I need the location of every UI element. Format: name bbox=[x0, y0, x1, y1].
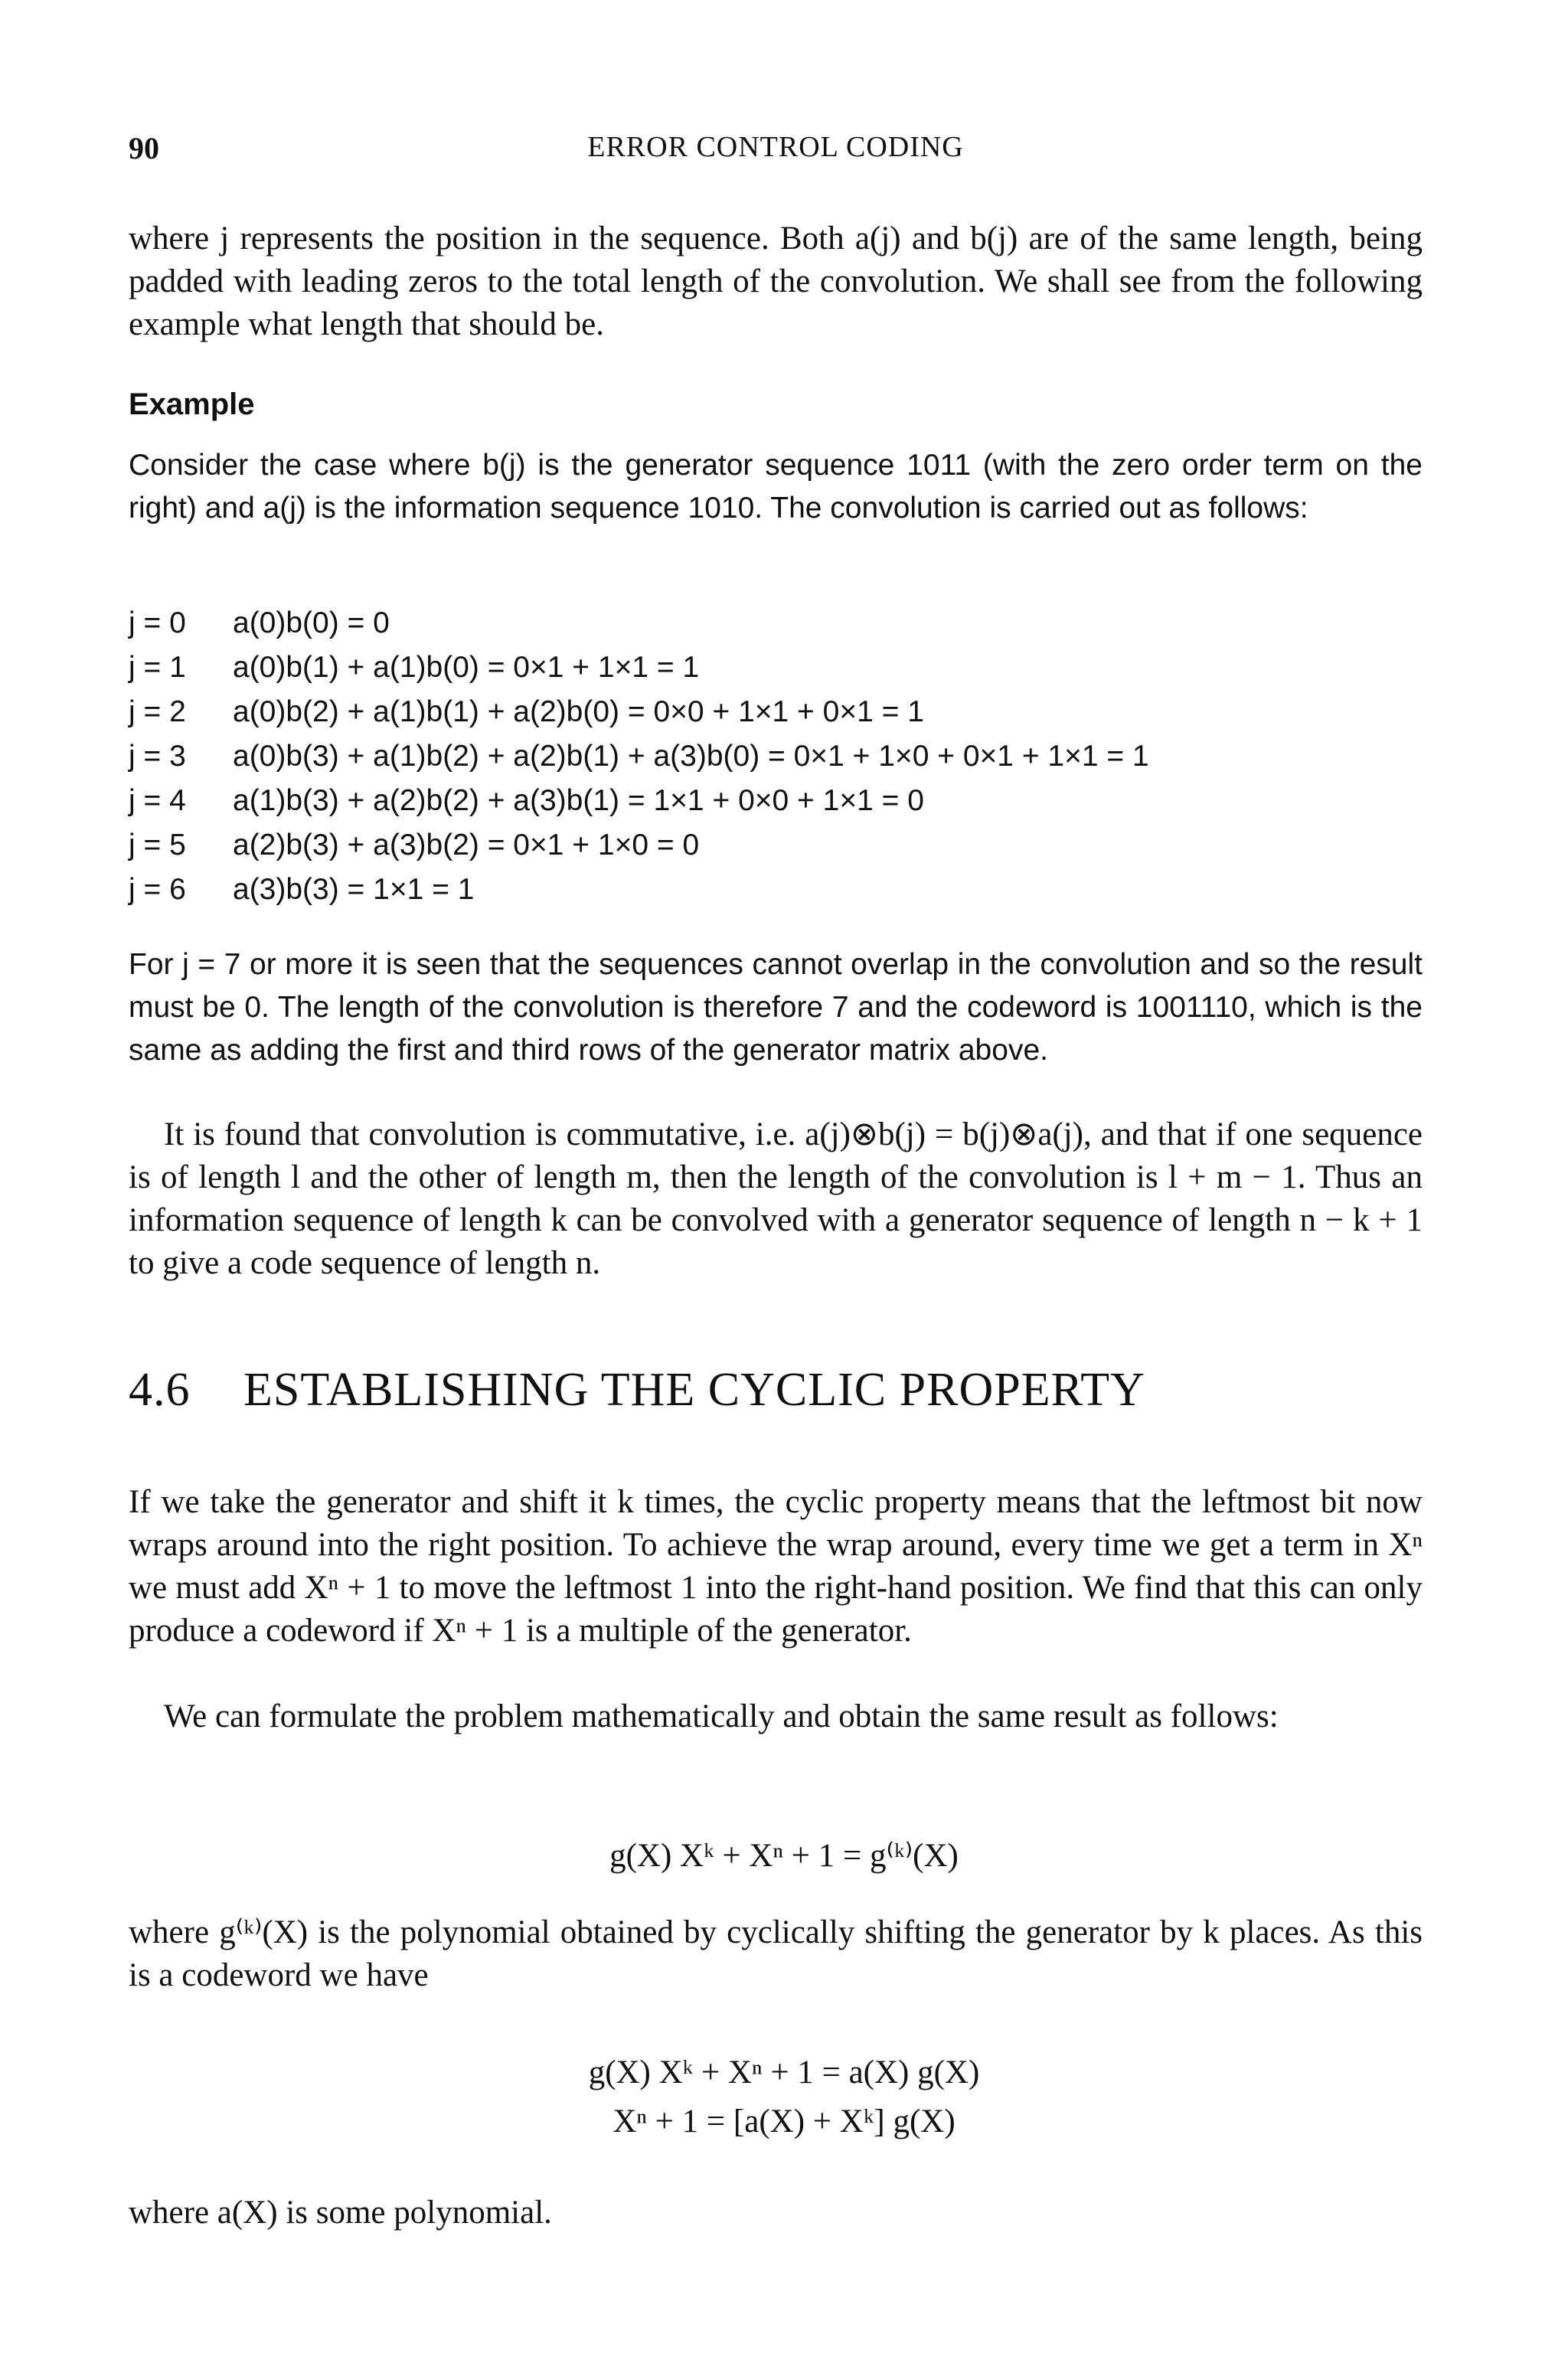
row-expression: a(0)b(0) = 0 bbox=[233, 606, 390, 639]
row-expression: a(0)b(3) + a(1)b(2) + a(2)b(1) + a(3)b(0) = 0×1 + 1×0 + 0×1 + 1×1 = 1 bbox=[233, 740, 1149, 773]
convolution-row bbox=[129, 823, 1423, 868]
intro-paragraph: where j represents the position in the sequence. Both a(j) and b(j) are of the same length, being padded with leading zeros to the total length of the convolution. We shall see from the following example what length that should be. bbox=[129, 221, 1423, 342]
row-index: j = 4 bbox=[129, 784, 186, 817]
row-expression: a(0)b(1) + a(1)b(0) = 0×1 + 1×1 = 1 bbox=[233, 651, 700, 684]
section-heading bbox=[129, 1363, 1145, 1417]
convolution-table bbox=[129, 601, 1423, 912]
row-index: j = 0 bbox=[129, 606, 186, 639]
convolution-row bbox=[129, 868, 1423, 912]
row-index: j = 1 bbox=[129, 651, 186, 684]
section-paragraph-2: We can formulate the problem mathematically and obtain the same result as follows: bbox=[164, 1698, 1279, 1734]
commutative-paragraph: It is found that convolution is commutative, i.e. a(j)⊗b(j) = b(j)⊗a(j), and that if one sequence is of length l and the other of length m, then the length of the convolution is l + m − 1. Thus an information sequence of length k can be convolved with a generator sequence of length n − k + 1 to give a code sequence of length n. bbox=[129, 1116, 1423, 1281]
equation-2: g(X) Xᵏ + Xⁿ + 1 = a(X) g(X) bbox=[588, 2055, 980, 2091]
equation-1: g(X) Xᵏ + Xⁿ + 1 = g⁽ᵏ⁾(X) bbox=[609, 1838, 959, 1874]
paragraph-after-equation-1: where g⁽ᵏ⁾(X) is the polynomial obtained by cyclically shifting the generator by k places. As this is a codeword we have bbox=[129, 1914, 1423, 1993]
convolution-row bbox=[129, 734, 1423, 779]
row-index: j = 5 bbox=[129, 829, 186, 861]
row-expression: a(2)b(3) + a(3)b(2) = 0×1 + 1×0 = 0 bbox=[233, 829, 700, 861]
section-number: 4.6 bbox=[129, 1364, 191, 1416]
row-index: j = 6 bbox=[129, 873, 186, 906]
running-head: ERROR CONTROL CODING bbox=[587, 131, 964, 163]
page-header bbox=[129, 130, 1423, 176]
row-index: j = 3 bbox=[129, 740, 186, 773]
row-expression: a(3)b(3) = 1×1 = 1 bbox=[233, 873, 475, 906]
example-label: Example bbox=[129, 387, 255, 421]
convolution-row bbox=[129, 690, 1423, 734]
section-title: ESTABLISHING THE CYCLIC PROPERTY bbox=[243, 1364, 1145, 1416]
row-expression: a(0)b(2) + a(1)b(1) + a(2)b(0) = 0×0 + 1×1 + 0×1 = 1 bbox=[233, 695, 924, 728]
row-expression: a(1)b(3) + a(2)b(2) + a(3)b(1) = 1×1 + 0×0 + 1×1 = 0 bbox=[233, 784, 924, 817]
convolution-row bbox=[129, 646, 1423, 690]
closing-line: where a(X) is some polynomial. bbox=[129, 2195, 552, 2231]
page-number: 90 bbox=[129, 131, 159, 165]
section-paragraph-1: If we take the generator and shift it k times, the cyclic property means that the leftmost bit now wraps around into the right position. To achieve the wrap around, every time we get a term in Xⁿ we must add Xⁿ + 1 to move the leftmost 1 into the right-hand position. We find that this can only produce a codeword if Xⁿ + 1 is a multiple of the generator. bbox=[129, 1484, 1423, 1649]
example-intro: Consider the case where b(j) is the generator sequence 1011 (with the zero order term on the right) and a(j) is the information sequence 1010. The convolution is carried out as follows: bbox=[129, 449, 1423, 525]
convolution-row bbox=[129, 779, 1423, 823]
equation-3: Xⁿ + 1 = [a(X) + Xᵏ] g(X) bbox=[612, 2104, 956, 2140]
row-index: j = 2 bbox=[129, 695, 186, 728]
convolution-row bbox=[129, 601, 1423, 646]
example-conclusion: For j = 7 or more it is seen that the sequences cannot overlap in the convolution and so the result must be 0. The length of the convolution is therefore 7 and the codeword is 1001110, which is the same as adding the first and third rows of the generator matrix above. bbox=[129, 948, 1423, 1067]
